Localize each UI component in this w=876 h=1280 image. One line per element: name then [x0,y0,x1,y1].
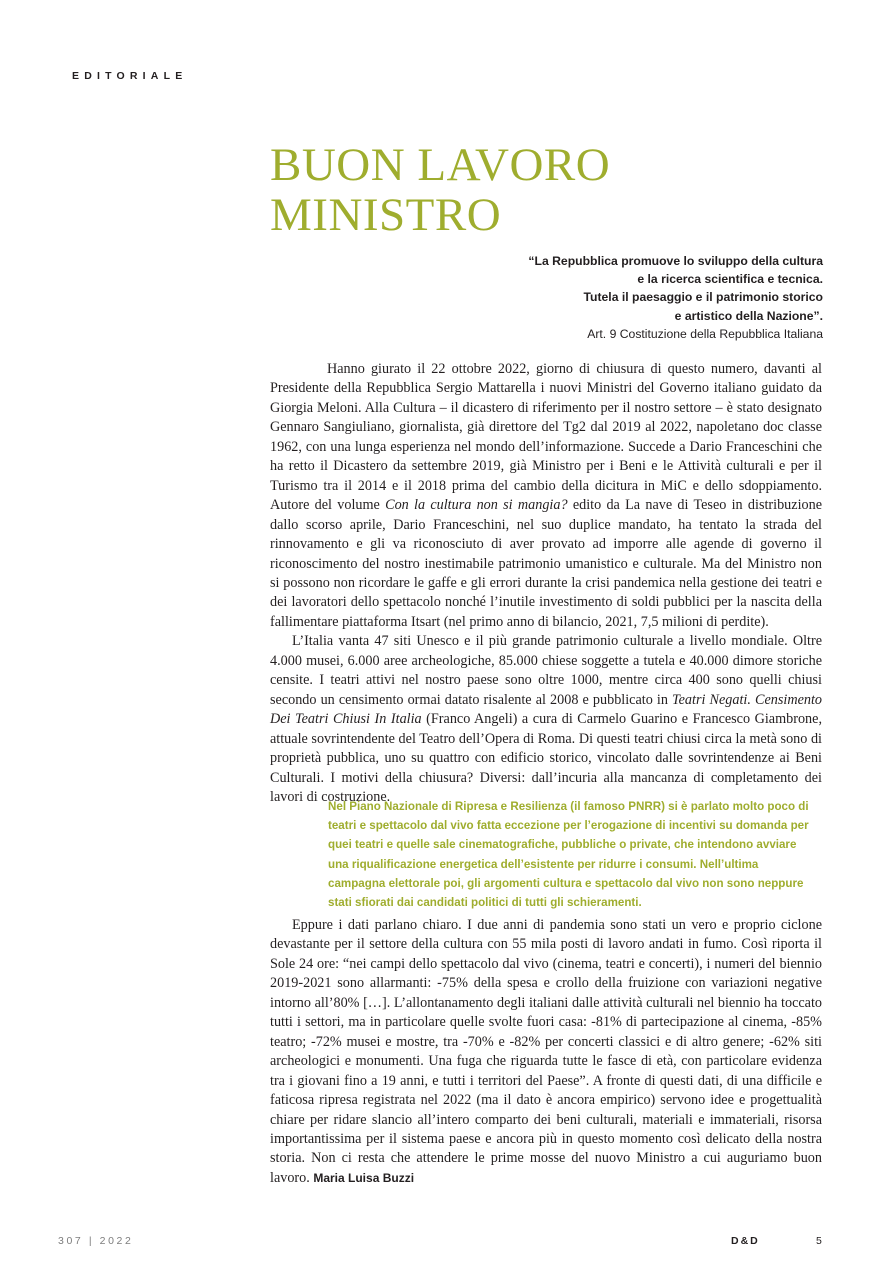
paragraph-2-part-a: L’Italia vanta 47 siti Unesco e il più grande patrimonio culturale a livello mondiale. Oltre 4.000 musei, 6.000 aree archeologiche, 85.000 chiese soggette a tutela e 40.000 dimore storiche censite. I teatri attivi nel nostro paese sono oltre 1000, mentre circa 400 sono quelli chiusi secondo un censimento ormai datato risalente al 2008 e pubblicato in [270,633,822,708]
paragraph-2 [270,632,822,807]
book-title: Con la cultura non si mangia? [385,497,568,514]
paragraph-3-text: Eppure i dati parlano chiaro. I due anni di pandemia sono stati un vero e proprio ciclone devastante per il settore della cultura con 55 mila posti di lavoro andati in fumo. Così riporta il Sole 24 ore: “nei campi dello spettacolo dal vivo (cinema, teatri e concerti), i numeri del biennio 2019-2021 sono allarmanti: -75% della spesa e crollo della fruizione con variazioni negative intorno all’80% […]. L’allontanamento degli italiani dalle attività culturali nel biennio ha toccato tutti i settori, ma in particolare quelle svolte fuori casa: -81% di partecipazione al cinema, -85% teatro; -72% musei e mostre, tra -70% e -82% per concerti classici e di altro genere; -62% siti archeologici e monumenti. Una fuga che riguarda tutte le fasce di età, con particolare evidenza tra i giovani fino a 19 anni, e tutti i territori del Paese”. A fronte di questi dati, di una difficile e faticosa ripresa registrata nel 2022 (ma il dato è ancora empirico) servono idee e progettualità chiare per ridare slancio all’intero comparto dei beni culturali, materiali e immateriali, risorsa importantissima per il sistema paese e ancora più in questo momento così delicato della nostra storia. Non ci resta che attendere le prime mosse del nuovo Ministro a cui auguriamo buon lavoro. [270,917,822,1186]
title-line-1: BUON LAVORO [270,139,611,191]
article-body-lower [270,916,822,1188]
article-title [270,140,610,240]
paragraph-1 [270,360,822,632]
paragraph-1-part-a: Hanno giurato il 22 ottobre 2022, giorno di chiusura di questo numero, davanti al Presidente della Repubblica Sergio Mattarella i nuovi Ministri del Governo italiano guidato da Giorgia Meloni. Alla Cultura – il dicastero di riferimento per il nostro settore – è stato designato Gennaro Sangiuliano, giornalista, già direttore del Tg2 dal 2019 al 2022, napoletano doc classe 1962, con una lunga esperienza nel mondo dell’informazione. Succede a Dario Franceschini che ha retto il Dicastero da settembre 2019, già Ministro per i Beni e le Attività culturali e per il Turismo tra il 2014 e il 2018 prima del cambio della dicitura in MiC e dello sdoppiamento. Autore del volume [270,361,822,514]
footer-magazine: D&D [731,1235,760,1247]
page-number: 5 [816,1235,822,1247]
footer-issue: 307 | 2022 [58,1235,134,1247]
paragraph-2-part-b: (Franco Angeli) a cura di Carmelo Guarino e Francesco Giambrone, attuale sovrintendente del Teatro dell’Opera di Roma. Di questi teatri chiusi circa la metà sono di proprietà pubblica, uno su quattro con edificio storico, vincolato dalle sovrintendenze ai Beni Culturali. I motivi della chiusura? Diversi: dall’incuria alla mancanza di completamento dei lavori di costruzione. [270,711,822,805]
epigraph-line-1: “La Repubblica promuove lo sviluppo della cultura [528,254,823,268]
author-signature: Maria Luisa Buzzi [313,1170,415,1185]
epigraph-source: Art. 9 Costituzione della Repubblica Italiana [587,326,823,341]
pull-quote: Nel Piano Nazionale di Ripresa e Resilienza (il famoso PNRR) si è parlato molto poco di teatri e spettacolo dal vivo fatta eccezione per l’erogazione di incentivi su domanda per quei teatri e quelle sale cinematografiche, pubbliche o private, che intendono avviare una riqualificazione energetica dell’esistente per ridurre i consumi. Nell’ultima campagna elettorale poi, gli argomenti cultura e spettacolo dal vivo non sono neppure stati sfiorati dai candidati politici di tutti gli schieramenti. [328,800,809,910]
title-line-2: MINISTRO [270,189,502,241]
paragraph-1-part-b: edito da La nave di Teseo in distribuzione dallo scorso aprile, Dario Franceschini, nel suo duplice mandato, ha tentato la strada del rinnovamento e gli va riconosciuto di aver provato ad imporre alle agende di governo il riconoscimento del nostro inestimabile patrimonio umanistico e culturale. Ma del Ministro non si possono non ricordare le gaffe e gli errori durante la crisi pandemica nella gestione dei teatri e dei lavoratori dello spettacolo nonché l’inutile investimento di soldi pubblici per la nascita della fallimentare piattaforma Itsart (nel primo anno di bilancio, 2021, 7,5 milioni di perdite). [270,497,822,630]
paragraph-3 [270,916,822,1188]
epigraph-line-2: e la ricerca scientifica e tecnica. [637,272,823,287]
book-title: Teatri Negati. Censimento Dei Teatri Chiusi In Italia [270,691,822,728]
epigraph-line-4: e artistico della Nazione”. [674,308,823,323]
section-label: EDITORIALE [72,70,188,82]
article-body-upper [270,360,822,807]
epigraph [403,252,823,343]
epigraph-line-3: Tutela il paesaggio e il patrimonio storico [583,290,823,305]
